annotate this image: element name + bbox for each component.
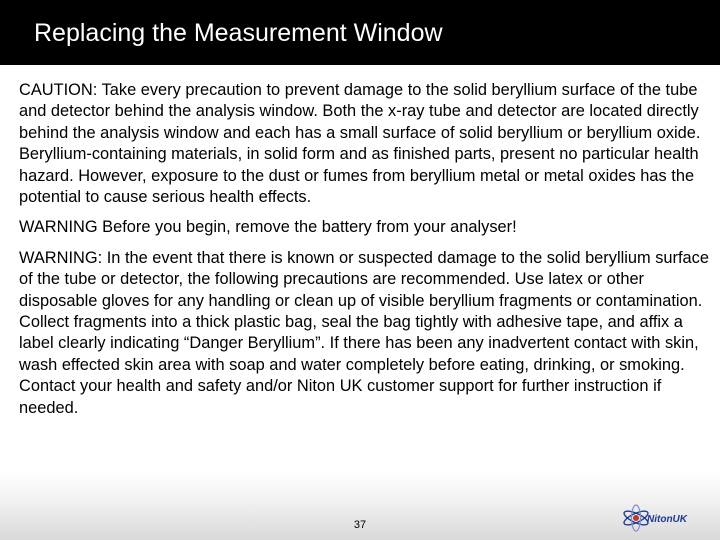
warning-battery-paragraph: WARNING Before you begin, remove the battery from your analyser! <box>19 218 517 237</box>
atom-logo-icon <box>622 505 649 531</box>
slide-body <box>19 80 709 428</box>
page-number: 37 <box>353 519 367 531</box>
slide-title: Replacing the Measurement Window <box>34 19 443 47</box>
niton-logo-text: NitonUK <box>647 514 687 525</box>
warning-damage-paragraph: WARNING: In the event that there is known or suspected damage to the solid beryllium surface of the tube or detector, the following precautions are recommended. Use latex or other disposable gloves for any handling or clean up of visible beryllium fragments or contamination. Collect fragments into a thick plastic bag, seal the bag tightly with adhesive tape, and affix a label clearly indicating “Danger Beryllium”. If there has been any inadvertent contact with skin, wash effected skin area with soap and water completely before eating, drinking, or smoking. Contact your health and safety and/or Niton UK customer support for further instruction if needed. <box>19 248 709 417</box>
title-bar <box>0 0 720 65</box>
caution-paragraph: CAUTION: Take every precaution to prevent damage to the solid beryllium surface of the tube and detector behind the analysis window. Both the x-ray tube and detector are located directly behind the analysis window and each has a small surface of solid beryllium or beryllium oxide. Beryllium-containing materials, in solid form and as finished parts, present no particular health hazard. However, exposure to the dust or fumes from beryllium metal or metal oxides has the potential to cause serious health effects. <box>19 81 701 207</box>
